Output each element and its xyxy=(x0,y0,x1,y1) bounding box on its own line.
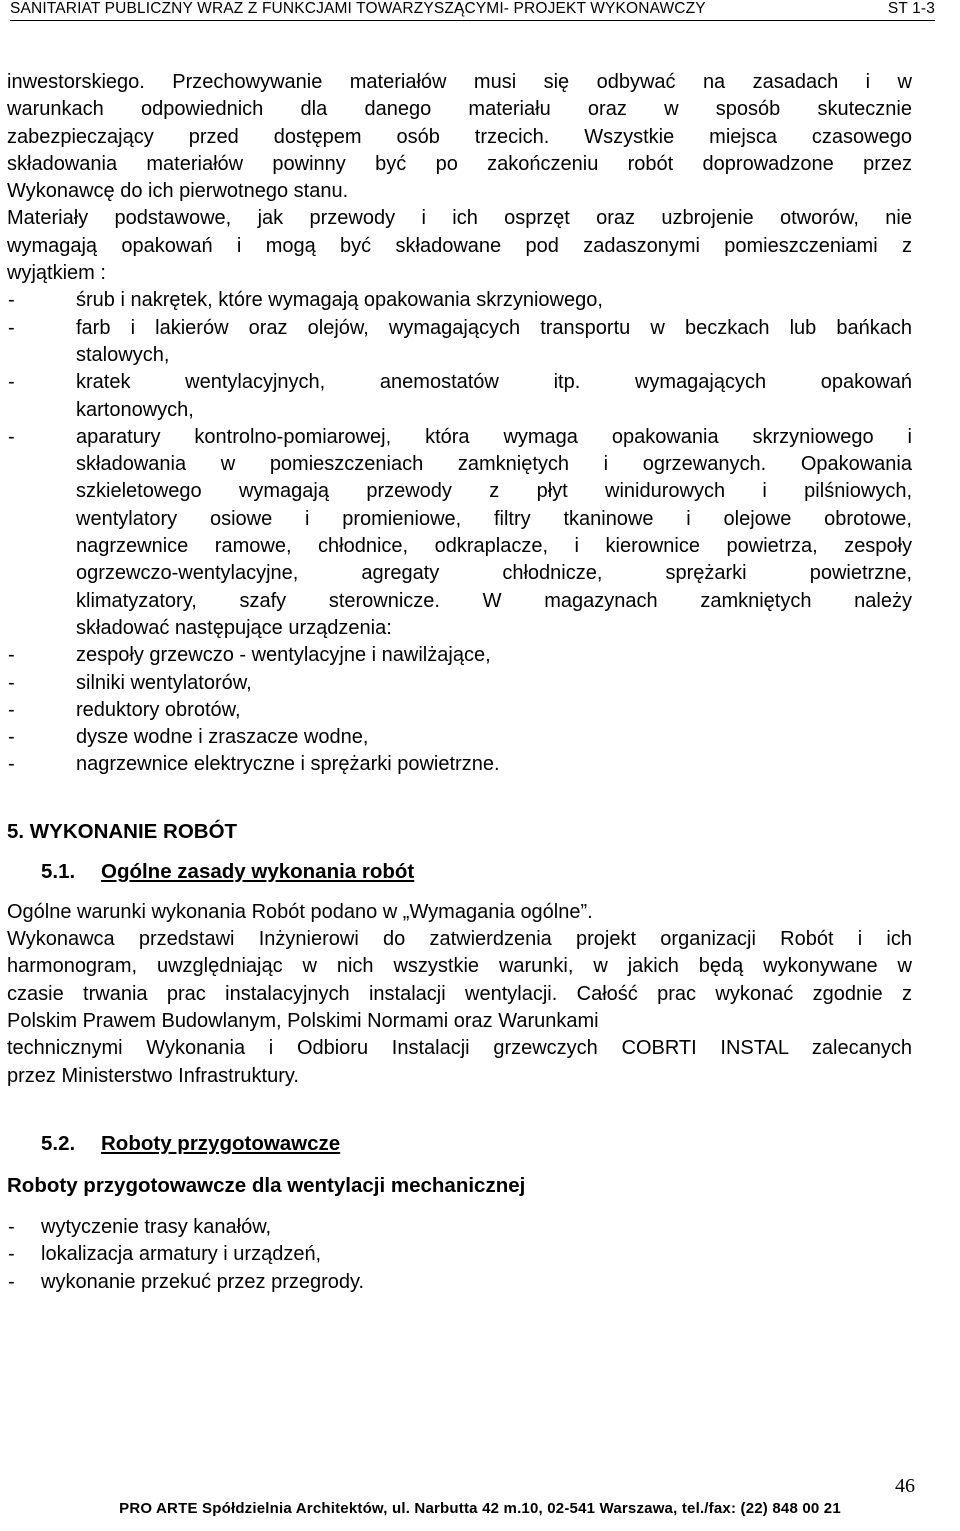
paragraph-line: składowania materiałów powinny być po zakończeniu robót doprowadzone przez xyxy=(7,152,912,175)
subsection-title: Roboty przygotowawcze xyxy=(101,1131,341,1155)
document-body xyxy=(7,69,912,1296)
list-dash: - xyxy=(8,644,15,667)
list-item-line: klimatyzatory, szafy sterownicze. W magazynach zamkniętych należy xyxy=(76,589,912,612)
list-dash: - xyxy=(8,371,15,394)
list-item-line: kratek wentylacyjnych, anemostatów itp. wymagających opakowań xyxy=(76,371,912,394)
list-item-line: składować następujące urządzenia: xyxy=(76,616,392,639)
list-dash: - xyxy=(8,753,15,776)
list-dash: - xyxy=(8,1270,15,1293)
paragraph-line: Polskim Prawem Budowlanym, Polskimi Normami oraz Warunkami xyxy=(7,1009,599,1032)
list-item xyxy=(7,369,912,424)
list-dash: - xyxy=(8,1243,15,1266)
section-heading: 5. WYKONANIE ROBÓT xyxy=(7,819,238,843)
paragraph-line: technicznymi Wykonania i Odbioru Instalacji grzewczych COBRTI INSTAL zalecanych xyxy=(7,1037,912,1060)
prep-works-heading: Roboty przygotowawcze dla wentylacji mechanicznej xyxy=(7,1173,526,1197)
subsection-number: 5.1. xyxy=(41,859,76,883)
list-item xyxy=(7,287,912,314)
header-title: SANITARIAT PUBLICZNY WRAZ Z FUNKCJAMI TOWARZYSZĄCYMI- PROJEKT WYKONAWCZY xyxy=(10,0,706,17)
list-item xyxy=(7,724,912,751)
list-dash: - xyxy=(8,289,15,312)
list-item-line: zespoły grzewczo - wentylacyjne i nawilżające, xyxy=(76,644,491,667)
list-item xyxy=(7,697,912,724)
list-item-line: ogrzewczo-wentylacyjne, agregaty chłodnicze, sprężarki powietrzne, xyxy=(76,562,912,585)
exceptions-list xyxy=(7,287,912,778)
list-item xyxy=(7,424,912,642)
subsection-heading xyxy=(41,1130,912,1157)
list-item xyxy=(7,670,912,697)
list-item-line: nagrzewnice elektryczne i sprężarki powietrzne. xyxy=(76,753,500,776)
list-item xyxy=(7,751,912,778)
paragraph-line: inwestorskiego. Przechowywanie materiałów musi się odbywać na zasadach i w xyxy=(7,71,912,93)
page-footer: PRO ARTE Spółdzielnia Architektów, ul. Narbutta 42 m.10, 02-541 Warszawa, tel./fax: (22) 848 00 21 xyxy=(119,1500,841,1517)
list-item-line: wentylatory osiowe i promieniowe, filtry tkaninowe i olejowe obrotowe, xyxy=(76,507,912,530)
list-item-line: farb i lakierów oraz olejów, wymagających transportu w beczkach lub bańkach xyxy=(76,316,912,339)
paragraph-basic-materials xyxy=(7,205,912,287)
paragraph-line: harmonogram, uwzględniając w nich wszystkie warunki, w jakich będą wykonywane w xyxy=(7,955,912,978)
subsection-number: 5.2. xyxy=(41,1131,76,1155)
list-item-line: dysze wodne i zraszacze wodne, xyxy=(76,726,369,749)
list-item-line: silniki wentylatorów, xyxy=(76,671,252,694)
header-code: ST 1-3 xyxy=(887,0,935,17)
list-item xyxy=(7,1214,912,1241)
prep-works-list xyxy=(7,1214,912,1296)
list-item-line: śrub i nakrętek, które wymagają opakowania skrzyniowego, xyxy=(76,289,603,312)
list-item-line: szkieletowego wymagają przewody z płyt winidurowych i pilśniowych, xyxy=(76,480,912,503)
list-dash: - xyxy=(8,425,15,448)
page-header xyxy=(10,0,935,22)
list-item xyxy=(7,642,912,669)
list-item-text: wytyczenie trasy kanałów, xyxy=(41,1216,272,1239)
list-item-text: wykonanie przekuć przez przegrody. xyxy=(41,1270,365,1293)
list-item xyxy=(7,1241,912,1268)
paragraph-line: przez Ministerstwo Infrastruktury. xyxy=(7,1064,299,1087)
list-item-line: stalowych, xyxy=(76,343,170,366)
header-rule xyxy=(10,20,935,21)
paragraph-line: Wykonawca przedstawi Inżynierowi do zatwierdzenia projekt organizacji Robót i ich xyxy=(7,928,912,951)
paragraph-line: wyjątkiem : xyxy=(7,262,106,285)
list-item-line: składowania w pomieszczeniach zamkniętych i ogrzewanych. Opakowania xyxy=(76,453,912,476)
list-dash: - xyxy=(8,698,15,721)
paragraph-organization xyxy=(7,926,912,1090)
list-item-line: kartonowych, xyxy=(76,398,194,421)
subsection-heading xyxy=(41,858,912,885)
list-item-line: nagrzewnice ramowe, chłodnice, odkraplacze, i kierownice powietrza, zespoły xyxy=(76,535,912,558)
list-item-text: lokalizacja armatury i urządzeń, xyxy=(41,1243,322,1266)
page-number: 46 xyxy=(895,1475,915,1497)
paragraph-line: warunkach odpowiednich dla danego materiału oraz w sposób skutecznie xyxy=(7,98,912,121)
paragraph-line: Wykonawcę do ich pierwotnego stanu. xyxy=(7,180,349,203)
paragraph-storage-rules xyxy=(7,69,912,205)
subsection-title: Ogólne zasady wykonania robót xyxy=(101,859,415,883)
paragraph-line: wymagają opakowań i mogą być składowane pod zadaszonymi pomieszczeniami z xyxy=(7,234,912,257)
list-dash: - xyxy=(8,726,15,749)
paragraph-line: zabezpieczający przed dostępem osób trzecich. Wszystkie miejsca czasowego xyxy=(7,125,912,148)
list-item xyxy=(7,1269,912,1296)
paragraph-line: Materiały podstawowe, jak przewody i ich osprzęt oraz uzbrojenie otworów, nie xyxy=(7,207,912,230)
list-item-line: reduktory obrotów, xyxy=(76,698,241,721)
list-item xyxy=(7,315,912,370)
list-dash: - xyxy=(8,671,15,694)
paragraph-general-conditions: Ogólne warunki wykonania Robót podano w „Wymagania ogólne”. xyxy=(7,900,593,923)
list-dash: - xyxy=(8,1216,15,1239)
paragraph-line: czasie trwania prac instalacyjnych instalacji wentylacji. Całość prac wykonać zgodnie z xyxy=(7,982,912,1005)
list-dash: - xyxy=(8,316,15,339)
list-item-line: aparatury kontrolno-pomiarowej, która wymaga opakowania skrzyniowego i xyxy=(76,425,912,448)
